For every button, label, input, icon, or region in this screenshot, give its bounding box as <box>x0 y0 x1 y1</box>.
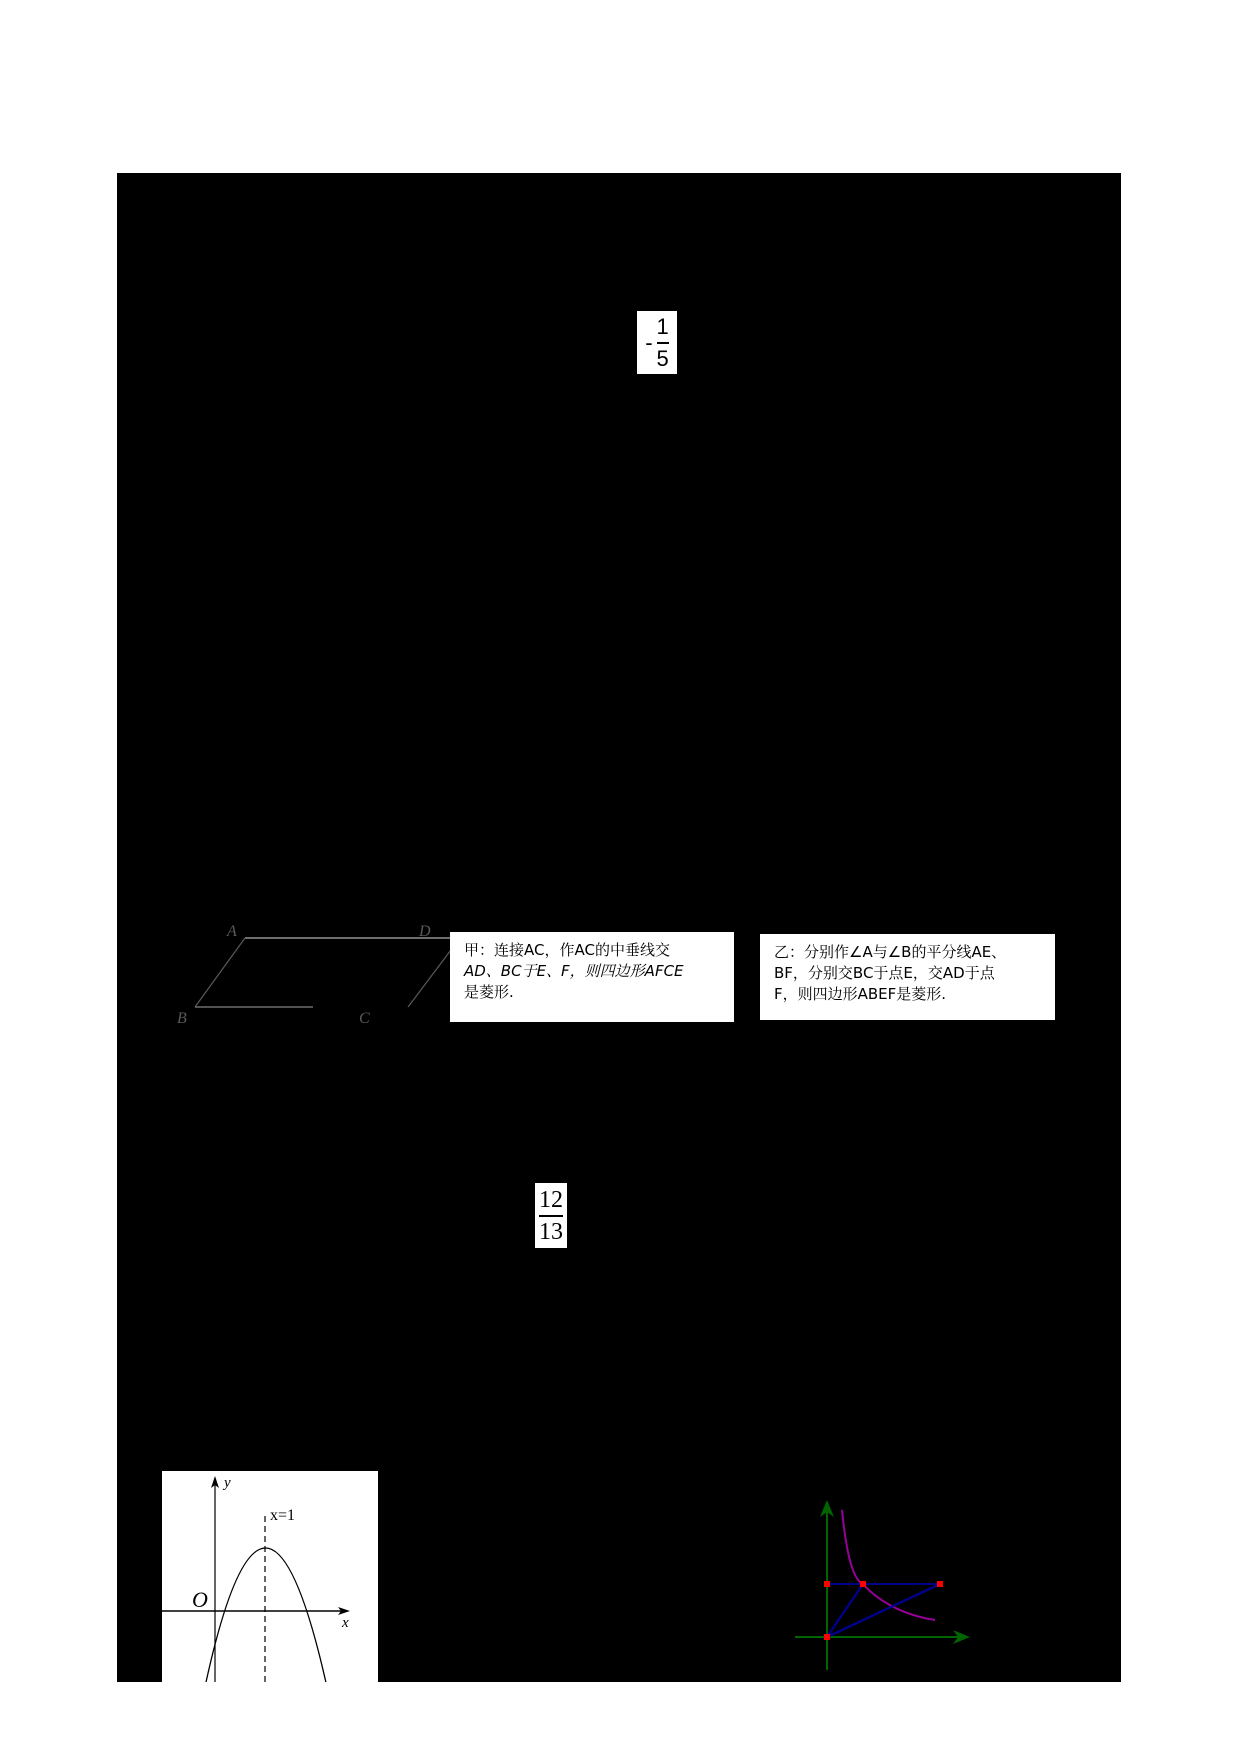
point-on-curve <box>860 1581 866 1587</box>
fraction-negative-one-fifth <box>637 311 677 374</box>
vertex-label-b: B <box>177 1010 187 1027</box>
parabola-plot <box>162 1471 378 1682</box>
hyperbola-graph <box>792 1500 972 1680</box>
fraction <box>539 1187 563 1245</box>
fraction-bar <box>539 1215 563 1217</box>
vertex-label-a: A <box>227 923 237 940</box>
origin-label: O <box>192 1587 208 1612</box>
point-right <box>937 1581 943 1587</box>
method-yi-line-3: F，则四边形ABEF是菱形. <box>774 985 947 1003</box>
method-jia-line-1: 甲：连接AC，作AC的中垂线交 <box>464 941 670 959</box>
fraction-sign: - <box>645 329 653 355</box>
method-yi-line-2: BF，分别交BC于点E，交AD于点 <box>774 964 995 982</box>
fraction-numerator: 12 <box>539 1186 563 1213</box>
vertex-label-c: C <box>359 1010 370 1027</box>
method-jia-line-3: 是菱形. <box>464 983 514 1001</box>
point-origin <box>824 1634 830 1640</box>
page-frame <box>117 173 1121 1682</box>
x-axis-label: x <box>342 1615 349 1631</box>
method-yi-box <box>760 934 1055 1020</box>
fraction <box>657 314 669 372</box>
vertex-label-d: D <box>419 923 431 940</box>
fraction-twelve-thirteenths <box>535 1183 567 1248</box>
fraction-bar <box>657 342 669 344</box>
y-axis-label: y <box>224 1475 231 1491</box>
fraction-denominator: 5 <box>656 345 669 371</box>
method-jia-box <box>450 932 734 1022</box>
fraction-denominator: 13 <box>539 1218 563 1245</box>
point-on-y-axis <box>824 1581 830 1587</box>
fraction-numerator: 1 <box>656 313 669 339</box>
method-jia-line-2: AD、BC于E、F，则四边形AFCE <box>464 962 684 980</box>
axis-of-symmetry-label: x=1 <box>270 1507 296 1524</box>
method-yi-line-1: 乙：分别作∠A与∠B的平分线AE、 <box>774 943 1007 961</box>
parabola-graph <box>162 1471 378 1682</box>
